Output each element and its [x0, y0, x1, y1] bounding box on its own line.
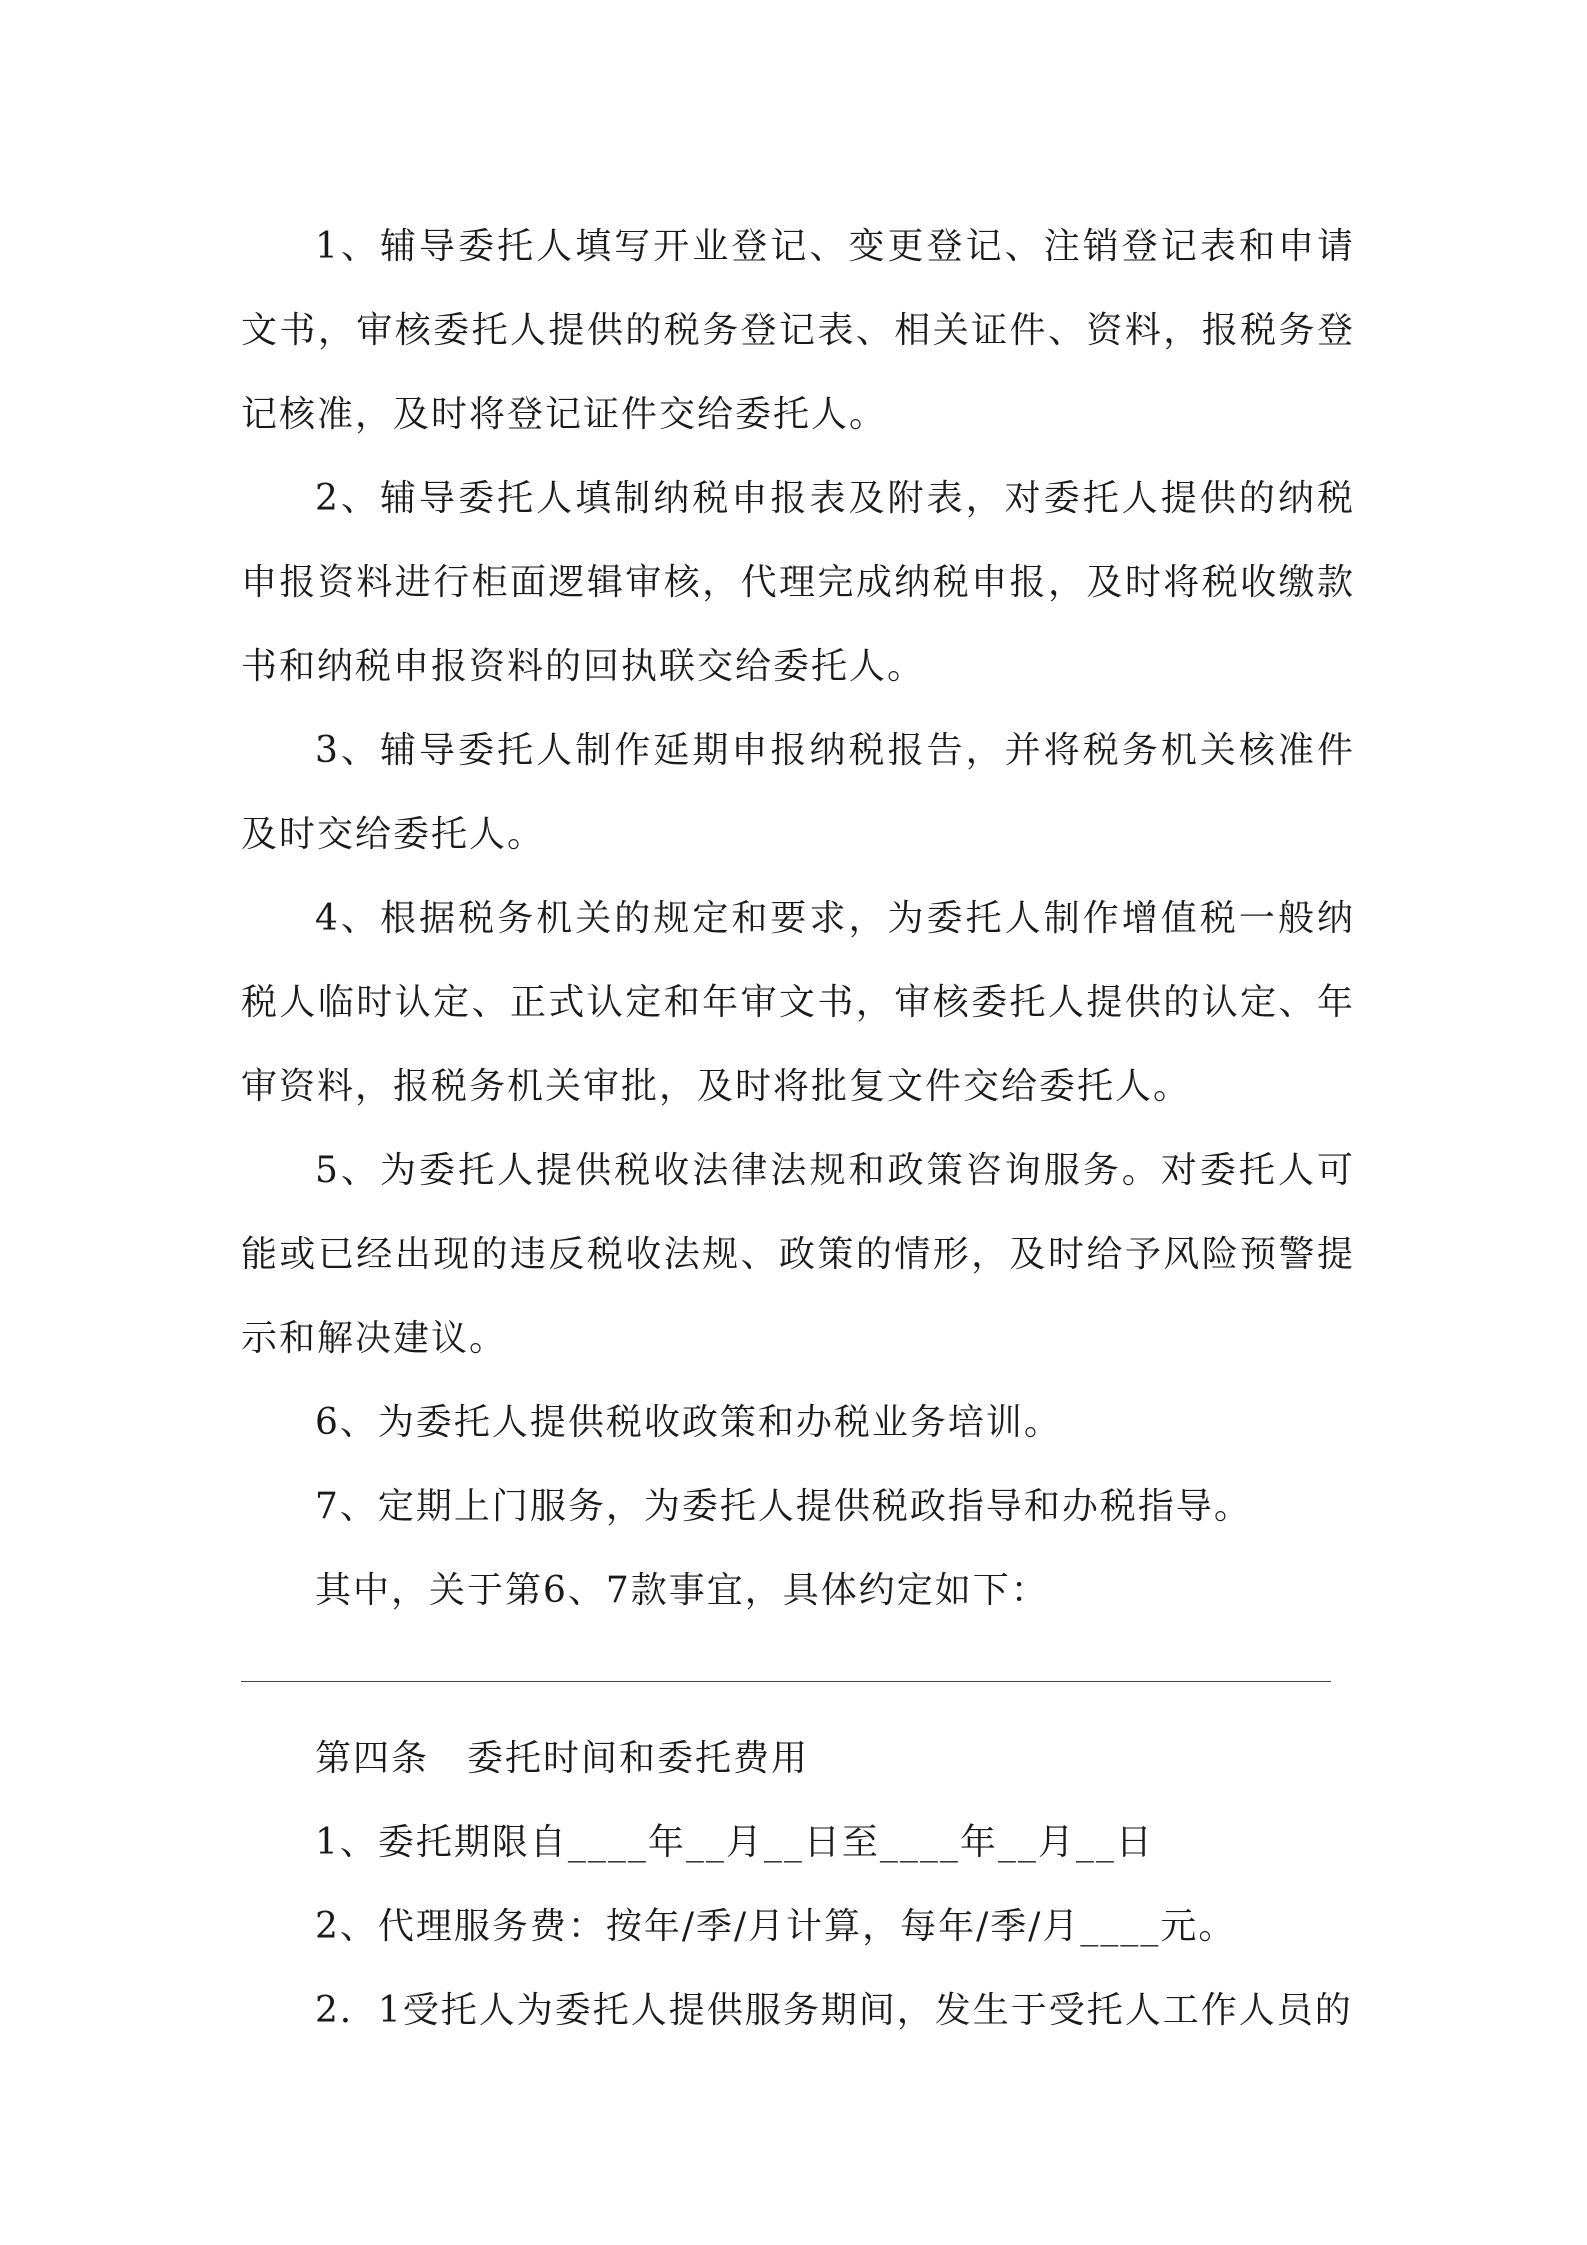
underline-rule	[241, 1681, 1331, 1682]
clause-2-1: 2．1受托人为委托人提供服务期间，发生于受托人工作人员的	[315, 1990, 1353, 2031]
entrustment-term: 1、委托期限自____年__月__日至____年__月__日	[315, 1822, 1154, 1863]
service-item-4: 4、根据税务机关的规定和要求，为委托人制作增值税一般纳税人临时认定、正式认定和年审文书，审核委托人提供的认定、年审资料，报税务机关审批，及时将批复文件交给委托人。	[241, 898, 1355, 1107]
document-body	[241, 205, 1355, 2053]
service-item-6: 6、为委托人提供税收政策和办税业务培训。	[315, 1402, 1062, 1443]
service-item-3: 3、辅导委托人制作延期申报纳税报告，并将税务机关核准件及时交给委托人。	[241, 730, 1355, 855]
service-fee: 2、代理服务费：按年/季/月计算，每年/季/月____元。	[315, 1906, 1237, 1947]
supplementary-note: 其中，关于第6、7款事宜，具体约定如下：	[315, 1570, 1049, 1611]
service-item-1: 1、辅导委托人填写开业登记、变更登记、注销登记表和申请文书，审核委托人提供的税务登记表、相关证件、资料，报税务登记核准，及时将登记证件交给委托人。	[241, 226, 1355, 435]
blank-fill-line	[241, 1633, 1355, 1717]
service-item-5: 5、为委托人提供税收法律法规和政策咨询服务。对委托人可能或已经出现的违反税收法规、政策的情形，及时给予风险预警提示和解决建议。	[241, 1150, 1355, 1359]
article-4-heading: 第四条 委托时间和委托费用	[315, 1738, 810, 1779]
service-item-2: 2、辅导委托人填制纳税申报表及附表，对委托人提供的纳税申报资料进行柜面逻辑审核，代理完成纳税申报，及时将税收缴款书和纳税申报资料的回执联交给委托人。	[241, 478, 1355, 687]
service-item-7: 7、定期上门服务，为委托人提供税政指导和办税指导。	[315, 1486, 1252, 1527]
